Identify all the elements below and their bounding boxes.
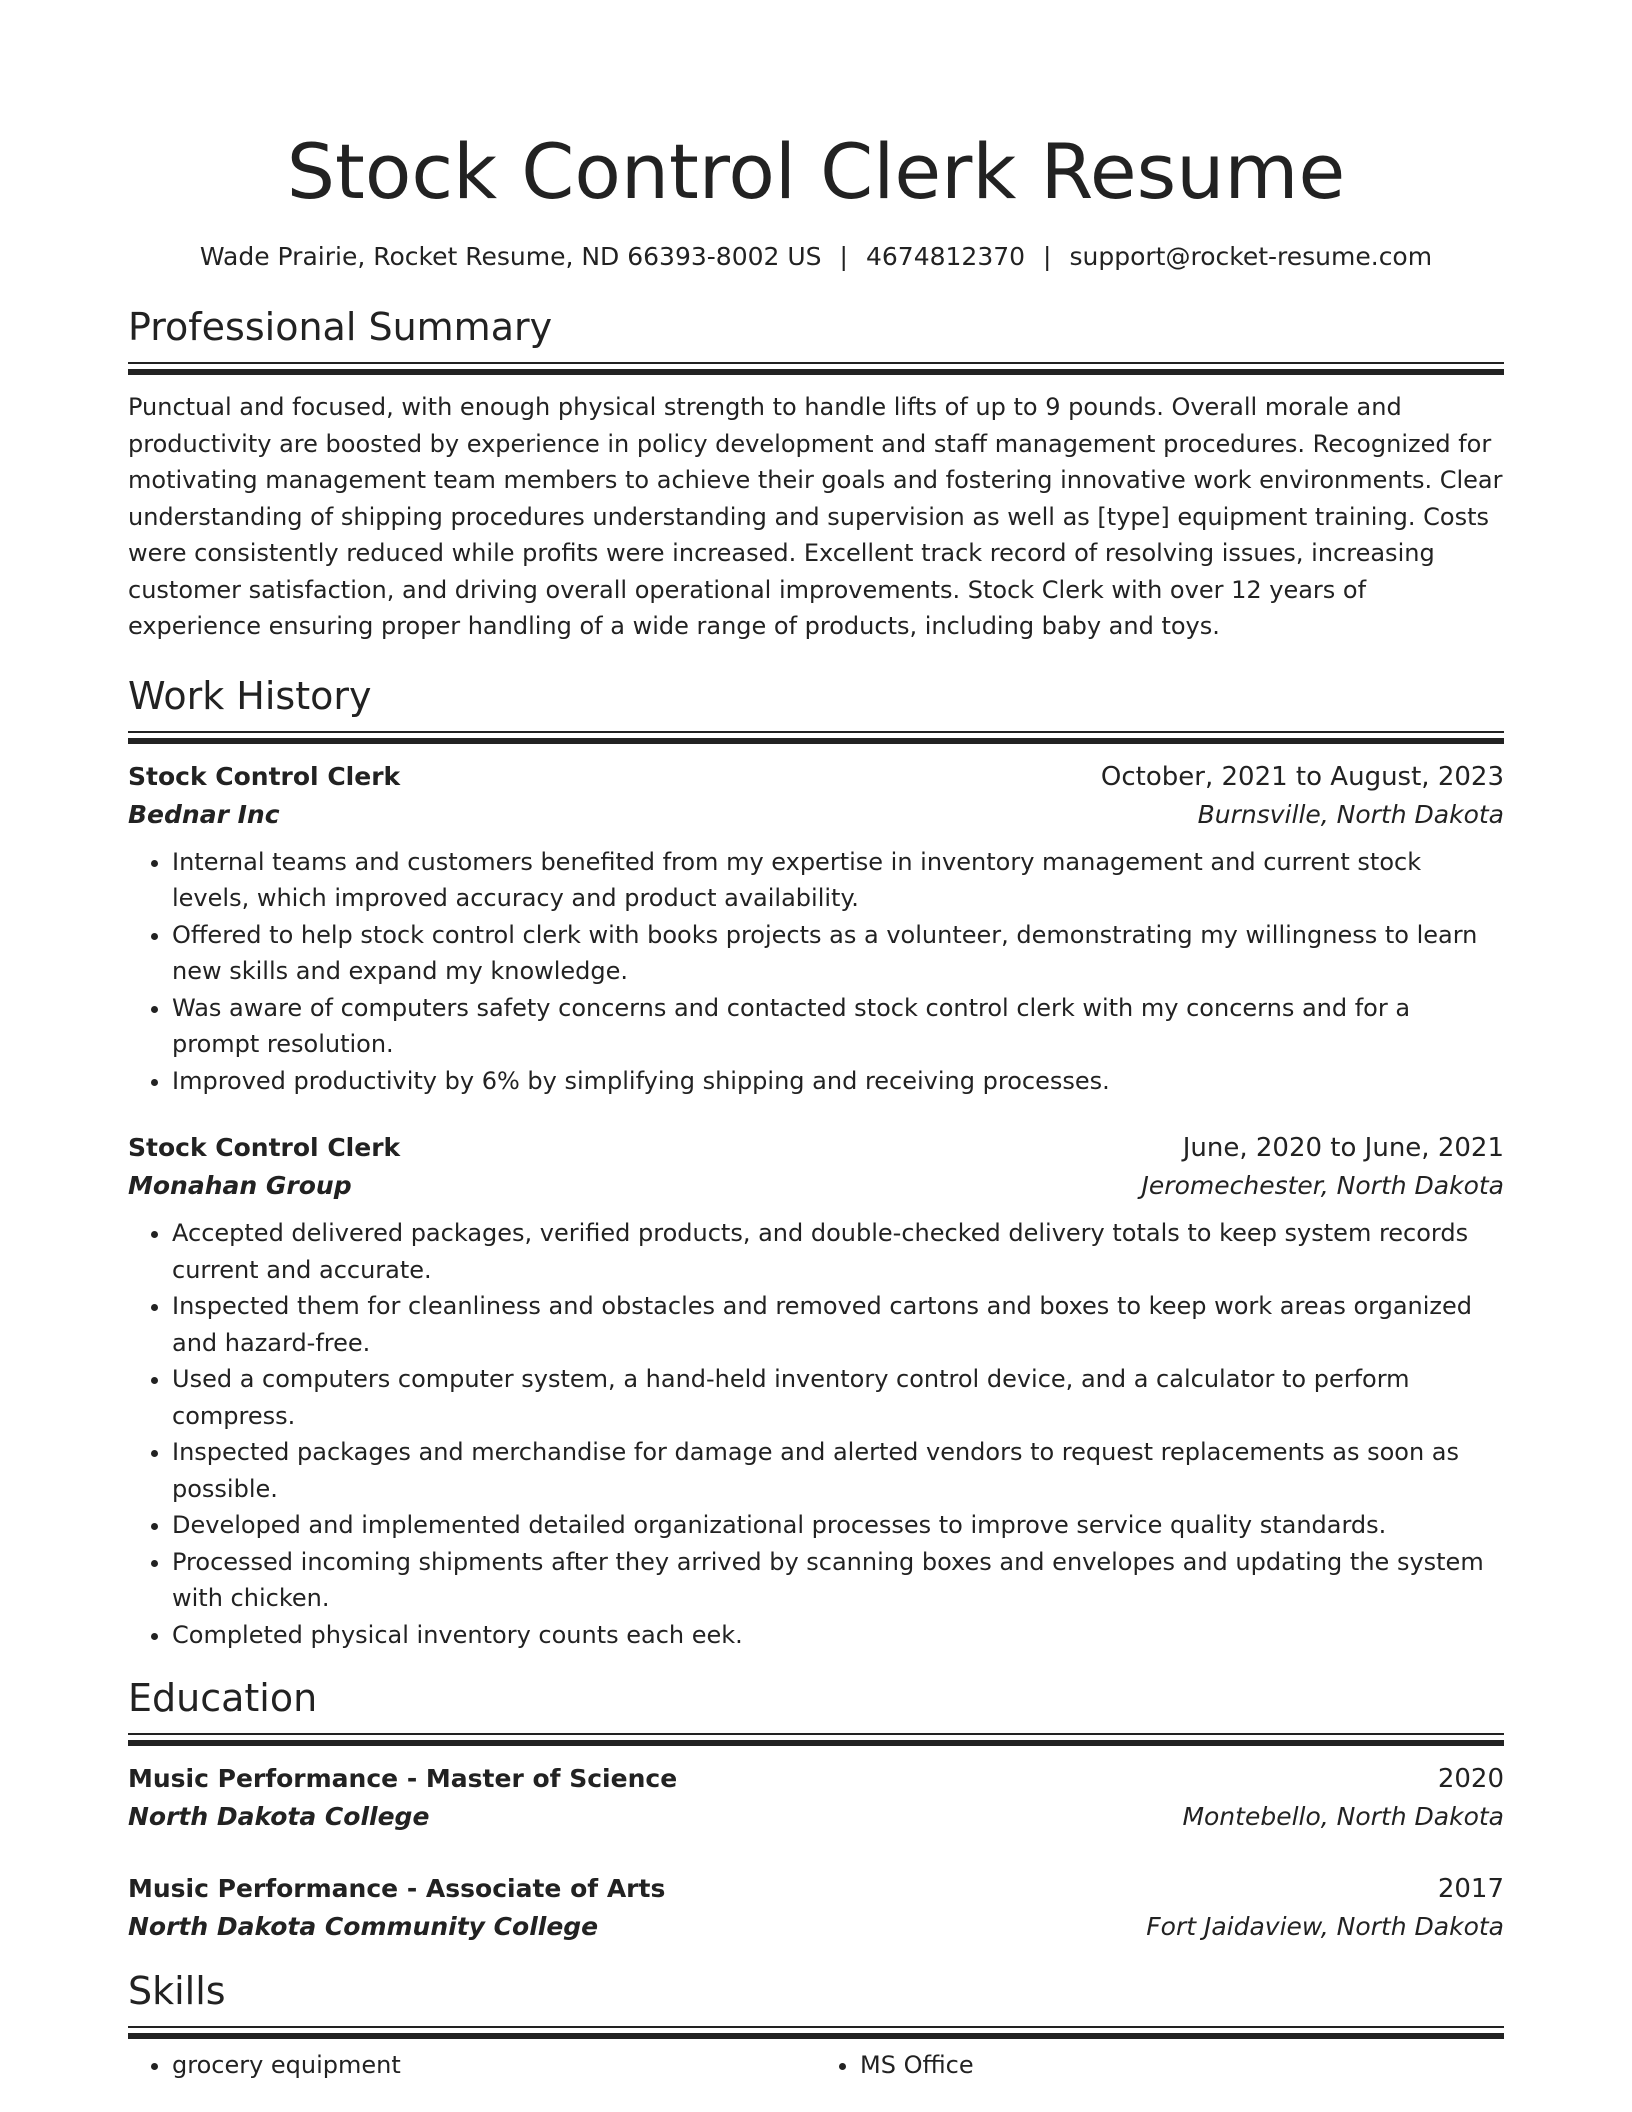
section-divider-thick bbox=[128, 1740, 1504, 1746]
degree-title: Music Performance - Master of Science bbox=[128, 1764, 678, 1793]
job-bullet: • Processed incoming shipments after they arrived by scanning boxes and envelopes and updating the system with chicken. bbox=[172, 1544, 1504, 1617]
job-bullet: • Internal teams and customers benefited from my expertise in inventory management and current stock levels, which improved accuracy and product availability. bbox=[172, 844, 1504, 917]
job-entry bbox=[128, 1129, 1504, 1653]
job-bullet: • Was aware of computers safety concerns and contacted stock control clerk with my concerns and for a prompt resolution. bbox=[172, 990, 1504, 1063]
resume-title: Stock Control Clerk Resume bbox=[286, 127, 1346, 216]
section-divider bbox=[128, 362, 1504, 364]
skills-grid bbox=[128, 2039, 1504, 2084]
contact-address: Wade Prairie, Rocket Resume, ND 66393-8002 US bbox=[199, 242, 822, 271]
degree-year: 2020 bbox=[1437, 1764, 1504, 1794]
job-location: Jeromechester, North Dakota bbox=[1141, 1171, 1504, 1200]
school-name: North Dakota Community College bbox=[128, 1912, 599, 1941]
school-name: North Dakota College bbox=[128, 1802, 430, 1831]
job-title: Stock Control Clerk bbox=[128, 761, 401, 791]
skill-item: • grocery equipment bbox=[172, 2047, 816, 2084]
job-bullets bbox=[128, 1215, 1504, 1653]
job-bullet: • Accepted delivered packages, verified products, and double-checked delivery totals to keep system records current and accurate. bbox=[172, 1215, 1504, 1288]
summary-text: Punctual and focused, with enough physical strength to handle lifts of up to 9 pounds. Overall morale and productivity are boosted by experience in policy development and staff management procedures. Recognized for motivating management team members to achieve their goals and fostering innovative work environments. Clear understanding of shipping procedures understanding and supervision as well as [type] equipment training. Costs were consistently reduced while profits were increased. Excellent track record of resolving issues, increasing customer satisfaction, and driving overall operational improvements. Stock Clerk with over 12 years of experience ensuring proper handling of a wide range of products, including baby and toys. bbox=[128, 393, 1503, 640]
job-company: Bednar Inc bbox=[128, 799, 280, 829]
school-location: Fort Jaidaview, North Dakota bbox=[1146, 1912, 1504, 1941]
education-entry bbox=[128, 1870, 1504, 1946]
summary-heading: Professional Summary bbox=[128, 305, 553, 349]
job-bullet: • Inspected them for cleanliness and obstacles and removed cartons and boxes to keep work areas organized and hazard-free. bbox=[172, 1288, 1504, 1361]
contact-separator: | bbox=[839, 242, 848, 271]
summary-section bbox=[128, 304, 1504, 645]
job-bullet: • Improved productivity by 6% by simplifying shipping and receiving processes. bbox=[172, 1063, 1504, 1100]
degree-year: 2017 bbox=[1437, 1874, 1504, 1904]
skills-heading: Skills bbox=[128, 1969, 226, 2013]
skill-item: • MS Office bbox=[860, 2047, 1504, 2084]
job-dates: June, 2020 to June, 2021 bbox=[1182, 1133, 1504, 1163]
job-entry bbox=[128, 758, 1504, 1100]
section-divider bbox=[128, 2026, 1504, 2028]
skills-column-left bbox=[128, 2039, 816, 2084]
work-section bbox=[128, 673, 1504, 1654]
degree-title: Music Performance - Associate of Arts bbox=[128, 1874, 666, 1903]
education-section bbox=[128, 1675, 1504, 1946]
section-divider-thick bbox=[128, 738, 1504, 744]
work-heading: Work History bbox=[128, 673, 372, 718]
job-bullet: • Offered to help stock control clerk with books projects as a volunteer, demonstrating my willingness to learn new skills and expand my knowledge. bbox=[172, 917, 1504, 990]
section-divider bbox=[128, 731, 1504, 733]
job-location: Burnsville, North Dakota bbox=[1197, 799, 1504, 829]
section-divider-thick bbox=[128, 369, 1504, 375]
contact-separator: | bbox=[1043, 242, 1052, 271]
skills-column-right bbox=[816, 2039, 1504, 2084]
job-bullet: • Used a computers computer system, a hand-held inventory control device, and a calculator to perform compress. bbox=[172, 1361, 1504, 1434]
skills-section bbox=[128, 1968, 1504, 2084]
contact-phone: 4674812370 bbox=[865, 242, 1026, 271]
education-heading: Education bbox=[128, 1676, 318, 1720]
job-bullets bbox=[128, 844, 1504, 1100]
education-entry bbox=[128, 1760, 1504, 1836]
contact-email: support@rocket-resume.com bbox=[1069, 242, 1433, 271]
school-location: Montebello, North Dakota bbox=[1182, 1802, 1504, 1831]
job-dates: October, 2021 to August, 2023 bbox=[1100, 761, 1504, 792]
contact-line bbox=[128, 240, 1504, 274]
job-bullet: • Developed and implemented detailed organizational processes to improve service quality standards. bbox=[172, 1507, 1504, 1544]
job-title: Stock Control Clerk bbox=[128, 1133, 401, 1162]
job-bullet: • Completed physical inventory counts each eek. bbox=[172, 1617, 1504, 1654]
section-divider bbox=[128, 1733, 1504, 1735]
job-bullet: • Inspected packages and merchandise for damage and alerted vendors to request replacements as soon as possible. bbox=[172, 1434, 1504, 1507]
job-company: Monahan Group bbox=[128, 1171, 352, 1200]
